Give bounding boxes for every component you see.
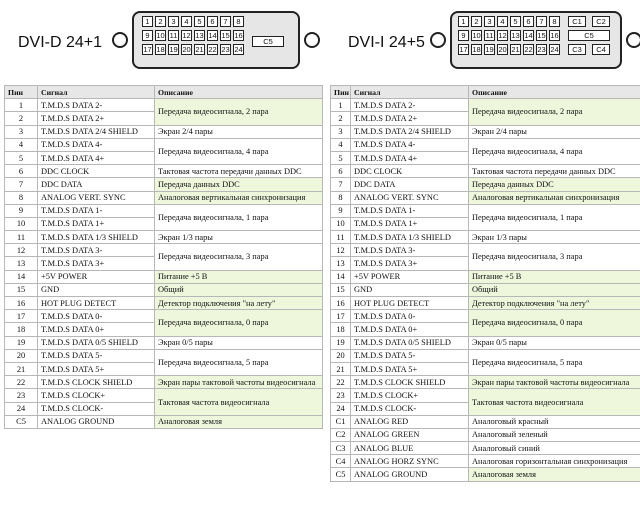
- signal-cell: +5V POWER: [38, 270, 155, 283]
- pin-cell: 15: [5, 283, 38, 296]
- signal-cell: HOT PLUG DETECT: [38, 297, 155, 310]
- connector-pin: 15: [537, 31, 546, 40]
- description-cell: Передача видеосигнала, 5 пара: [155, 349, 323, 375]
- dvi-i-c1-pin: C1: [568, 16, 586, 27]
- signal-cell: T.M.D.S DATA 3+: [38, 257, 155, 270]
- connector-pin: 17: [143, 45, 152, 54]
- header-signal: Сигнал: [38, 86, 155, 99]
- left-screw-icon: [430, 32, 446, 48]
- table-row: [5, 270, 323, 283]
- pin-cell: 14: [5, 270, 38, 283]
- pin-cell: 4: [5, 138, 38, 151]
- dvi-d-pinout-table: [4, 85, 323, 429]
- signal-cell: ANALOG RED: [351, 415, 469, 428]
- description-cell: Экран 0/5 пары: [155, 336, 323, 349]
- connector-pin: 14: [208, 31, 217, 40]
- signal-cell: T.M.D.S DATA 5-: [38, 349, 155, 362]
- signal-cell: T.M.D.S DATA 0+: [351, 323, 469, 336]
- table-row: [331, 349, 640, 362]
- pin-cell: C5: [331, 468, 351, 481]
- pin-cell: 24: [331, 402, 351, 415]
- dvi-i-title: DVI-I 24+5: [348, 34, 425, 51]
- pin-cell: 3: [331, 125, 351, 138]
- table-row: [331, 99, 640, 112]
- pin-cell: 13: [331, 257, 351, 270]
- dvi-d-title: DVI-D 24+1: [18, 34, 103, 51]
- connector-pin: 22: [524, 45, 533, 54]
- connector-pin: 6: [523, 16, 534, 27]
- signal-cell: T.M.D.S DATA 3+: [351, 257, 469, 270]
- connector-pin: 21: [195, 45, 204, 54]
- description-cell: Аналоговая земля: [469, 468, 640, 481]
- table-row: [5, 336, 323, 349]
- description-cell: Передача видеосигнала, 5 пара: [469, 349, 640, 375]
- description-cell: Питание +5 В: [469, 270, 640, 283]
- table-header-row: [5, 86, 323, 99]
- pin-cell: 13: [5, 257, 38, 270]
- signal-cell: T.M.D.S DATA 2-: [38, 99, 155, 112]
- pin-cell: 8: [5, 191, 38, 204]
- signal-cell: GND: [351, 283, 469, 296]
- connector-pin: 15: [221, 31, 230, 40]
- connector-pin: 12: [182, 31, 191, 40]
- pin-cell: 6: [5, 165, 38, 178]
- connector-pin: 19: [169, 45, 178, 54]
- connector-pin: 6: [207, 16, 218, 27]
- connector-pin: 16: [234, 31, 243, 40]
- description-cell: Передача видеосигнала, 3 пара: [469, 244, 640, 270]
- pin-cell: 6: [331, 165, 351, 178]
- connector-pin: 18: [472, 45, 481, 54]
- pin-cell: 14: [331, 270, 351, 283]
- table-row: [331, 455, 640, 468]
- signal-cell: T.M.D.S DATA 2-: [351, 99, 469, 112]
- connector-pin: 10: [156, 31, 165, 40]
- dvi-i-connector-diagram: [450, 11, 622, 69]
- signal-cell: T.M.D.S DATA 1+: [38, 217, 155, 230]
- signal-cell: T.M.D.S DATA 3-: [351, 244, 469, 257]
- signal-cell: GND: [38, 283, 155, 296]
- pin-cell: 10: [331, 217, 351, 230]
- table-row: [331, 178, 640, 191]
- connector-pin: 24: [550, 45, 559, 54]
- signal-cell: T.M.D.S DATA 1/3 SHIELD: [351, 231, 469, 244]
- pin-cell: 1: [5, 99, 38, 112]
- description-cell: Аналоговая земля: [155, 415, 323, 428]
- table-row: [5, 389, 323, 402]
- description-cell: Детектор подключения "на лету": [469, 297, 640, 310]
- dvi-i-table-body: [331, 99, 640, 481]
- signal-cell: T.M.D.S DATA 4-: [351, 138, 469, 151]
- pin-cell: C2: [331, 428, 351, 441]
- connector-pin: 2: [155, 16, 166, 27]
- connector-pin: 1: [142, 16, 153, 27]
- signal-cell: T.M.D.S DATA 5+: [351, 362, 469, 375]
- signal-cell: T.M.D.S DATA 5+: [38, 362, 155, 375]
- connector-pin: 4: [497, 16, 508, 27]
- signal-cell: T.M.D.S DATA 2+: [351, 112, 469, 125]
- pin-cell: C5: [5, 415, 38, 428]
- signal-cell: T.M.D.S DATA 3-: [38, 244, 155, 257]
- connector-pin: 2: [471, 16, 482, 27]
- description-cell: Аналоговая вертикальная синхронизация: [155, 191, 323, 204]
- description-cell: Передача данных DDC: [469, 178, 640, 191]
- connector-pin: 17: [459, 45, 468, 54]
- pin-cell: 4: [331, 138, 351, 151]
- description-cell: Тактовая частота передачи данных DDC: [469, 165, 640, 178]
- signal-cell: ANALOG GROUND: [351, 468, 469, 481]
- connector-pin: 9: [458, 30, 469, 41]
- description-cell: Тактовая частота видеосигнала: [469, 389, 640, 415]
- table-row: [331, 191, 640, 204]
- pin-cell: 23: [5, 389, 38, 402]
- description-cell: Экран 0/5 пары: [469, 336, 640, 349]
- signal-cell: T.M.D.S DATA 0+: [38, 323, 155, 336]
- table-row: [331, 165, 640, 178]
- pin-cell: 3: [5, 125, 38, 138]
- table-row: [331, 415, 640, 428]
- signal-cell: ANALOG VERT. SYNC: [38, 191, 155, 204]
- description-cell: Передача видеосигнала, 0 пара: [469, 310, 640, 336]
- dvi-i-pinout-table: [330, 85, 640, 482]
- dvi-i-c2-pin: C2: [592, 16, 610, 27]
- description-cell: Детектор подключения "на лету": [155, 297, 323, 310]
- table-row: [331, 125, 640, 138]
- header-signal: Сигнал: [351, 86, 469, 99]
- description-cell: Передача видеосигнала, 4 пара: [155, 138, 323, 164]
- table-row: [331, 204, 640, 217]
- signal-cell: DDC CLOCK: [38, 165, 155, 178]
- table-row: [331, 376, 640, 389]
- dvi-d-panel: [4, 0, 322, 519]
- pin-cell: 22: [331, 376, 351, 389]
- dvi-i-c3-pin: C3: [568, 44, 586, 55]
- connector-pin: 23: [221, 45, 230, 54]
- connector-pin: 8: [549, 16, 560, 27]
- description-cell: Аналоговый красный: [469, 415, 640, 428]
- table-row: [331, 428, 640, 441]
- connector-pin: 1: [458, 16, 469, 27]
- pin-cell: 7: [5, 178, 38, 191]
- pin-cell: 17: [5, 310, 38, 323]
- description-cell: Экран пары тактовой частоты видеосигнала: [155, 376, 323, 389]
- pin-cell: C4: [331, 455, 351, 468]
- signal-cell: T.M.D.S CLOCK-: [38, 402, 155, 415]
- right-screw-icon: [626, 32, 640, 48]
- table-row: [331, 389, 640, 402]
- connector-pin: 14: [524, 31, 533, 40]
- signal-cell: T.M.D.S DATA 2/4 SHIELD: [351, 125, 469, 138]
- signal-cell: T.M.D.S DATA 4+: [351, 151, 469, 164]
- table-row: [5, 297, 323, 310]
- dvi-d-table-body: [5, 99, 323, 429]
- table-row: [331, 283, 640, 296]
- header-pin: Пин: [5, 86, 38, 99]
- table-row: [5, 178, 323, 191]
- signal-cell: HOT PLUG DETECT: [351, 297, 469, 310]
- table-row: [5, 165, 323, 178]
- signal-cell: T.M.D.S DATA 1-: [351, 204, 469, 217]
- description-cell: Аналоговый синий: [469, 442, 640, 455]
- left-screw-icon: [112, 32, 128, 48]
- pin-cell: 2: [5, 112, 38, 125]
- connector-pin: 13: [511, 31, 520, 40]
- signal-cell: DDC DATA: [38, 178, 155, 191]
- pin-cell: 10: [5, 217, 38, 230]
- description-cell: Передача видеосигнала, 4 пара: [469, 138, 640, 164]
- connector-pin: 24: [234, 45, 243, 54]
- pin-cell: 1: [331, 99, 351, 112]
- connector-pin: 20: [498, 45, 507, 54]
- table-row: [331, 138, 640, 151]
- pin-cell: 9: [5, 204, 38, 217]
- pin-cell: C3: [331, 442, 351, 455]
- pin-cell: 16: [331, 297, 351, 310]
- table-row: [331, 468, 640, 481]
- table-row: [331, 231, 640, 244]
- description-cell: Общий: [155, 283, 323, 296]
- signal-cell: T.M.D.S CLOCK SHIELD: [351, 376, 469, 389]
- signal-cell: T.M.D.S DATA 1/3 SHIELD: [38, 231, 155, 244]
- pin-cell: 20: [5, 349, 38, 362]
- table-row: [5, 244, 323, 257]
- connector-pin: 4: [181, 16, 192, 27]
- connector-pin: 5: [194, 16, 205, 27]
- dvi-i-panel: [330, 0, 640, 519]
- description-cell: Экран пары тактовой частоты видеосигнала: [469, 376, 640, 389]
- table-row: [331, 310, 640, 323]
- pin-cell: 20: [331, 349, 351, 362]
- pin-cell: 19: [331, 336, 351, 349]
- signal-cell: T.M.D.S DATA 0-: [351, 310, 469, 323]
- signal-cell: T.M.D.S DATA 5-: [351, 349, 469, 362]
- connector-pin: 19: [485, 45, 494, 54]
- pin-cell: 11: [331, 231, 351, 244]
- table-row: [5, 204, 323, 217]
- connector-pin: 13: [195, 31, 204, 40]
- signal-cell: T.M.D.S CLOCK+: [351, 389, 469, 402]
- signal-cell: ANALOG GROUND: [38, 415, 155, 428]
- pin-cell: 18: [331, 323, 351, 336]
- connector-pin: 23: [537, 45, 546, 54]
- connector-pin: 10: [472, 31, 481, 40]
- signal-cell: T.M.D.S DATA 1-: [38, 204, 155, 217]
- pin-cell: 12: [5, 244, 38, 257]
- signal-cell: T.M.D.S DATA 2/4 SHIELD: [38, 125, 155, 138]
- connector-pin: 5: [510, 16, 521, 27]
- pin-cell: 19: [5, 336, 38, 349]
- table-row: [5, 191, 323, 204]
- description-cell: Аналоговый зеленый: [469, 428, 640, 441]
- signal-cell: T.M.D.S DATA 2+: [38, 112, 155, 125]
- table-row: [331, 270, 640, 283]
- pin-cell: 21: [331, 362, 351, 375]
- pin-cell: 5: [331, 151, 351, 164]
- table-row: [5, 310, 323, 323]
- pin-cell: 12: [331, 244, 351, 257]
- signal-cell: DDC CLOCK: [351, 165, 469, 178]
- connector-pin: 8: [233, 16, 244, 27]
- description-cell: Аналоговая вертикальная синхронизация: [469, 191, 640, 204]
- signal-cell: ANALOG BLUE: [351, 442, 469, 455]
- right-screw-icon: [304, 32, 320, 48]
- description-cell: Питание +5 В: [155, 270, 323, 283]
- connector-pin: 11: [169, 31, 178, 40]
- connector-pin: 9: [142, 30, 153, 41]
- connector-pin: 3: [484, 16, 495, 27]
- dvi-d-header: [4, 0, 322, 78]
- pin-cell: 24: [5, 402, 38, 415]
- table-row: [331, 336, 640, 349]
- description-cell: Передача видеосигнала, 1 пара: [155, 204, 323, 230]
- description-cell: Передача видеосигнала, 0 пара: [155, 310, 323, 336]
- header-description: Описание: [155, 86, 323, 99]
- pin-cell: 21: [5, 362, 38, 375]
- table-row: [5, 283, 323, 296]
- description-cell: Передача видеосигнала, 1 пара: [469, 204, 640, 230]
- dvi-d-c5-pin: C5: [252, 36, 284, 47]
- table-row: [5, 231, 323, 244]
- signal-cell: ANALOG VERT. SYNC: [351, 191, 469, 204]
- pin-cell: 9: [331, 204, 351, 217]
- connector-pin: 7: [220, 16, 231, 27]
- connector-pin: 11: [485, 31, 494, 40]
- pin-cell: 23: [331, 389, 351, 402]
- signal-cell: T.M.D.S CLOCK-: [351, 402, 469, 415]
- signal-cell: T.M.D.S DATA 0/5 SHIELD: [351, 336, 469, 349]
- description-cell: Передача видеосигнала, 2 пара: [155, 99, 323, 125]
- signal-cell: ANALOG GREEN: [351, 428, 469, 441]
- description-cell: Экран 1/3 пары: [155, 231, 323, 244]
- description-cell: Тактовая частота видеосигнала: [155, 389, 323, 415]
- connector-pin: 21: [511, 45, 520, 54]
- table-row: [331, 244, 640, 257]
- description-cell: Передача данных DDC: [155, 178, 323, 191]
- pin-cell: 15: [331, 283, 351, 296]
- connector-pin: 18: [156, 45, 165, 54]
- description-cell: Аналоговая горизонтальная синхронизация: [469, 455, 640, 468]
- pin-cell: C1: [331, 415, 351, 428]
- table-row: [5, 99, 323, 112]
- pin-cell: 8: [331, 191, 351, 204]
- connector-pin: 16: [550, 31, 559, 40]
- dvi-i-header: [330, 0, 640, 78]
- pin-cell: 18: [5, 323, 38, 336]
- pin-cell: 16: [5, 297, 38, 310]
- signal-cell: ANALOG HORZ SYNC: [351, 455, 469, 468]
- pin-cell: 17: [331, 310, 351, 323]
- description-cell: Общий: [469, 283, 640, 296]
- connector-pin: 20: [182, 45, 191, 54]
- description-cell: Передача видеосигнала, 3 пара: [155, 244, 323, 270]
- table-row: [5, 349, 323, 362]
- header-description: Описание: [469, 86, 640, 99]
- pin-cell: 7: [331, 178, 351, 191]
- table-row: [331, 297, 640, 310]
- description-cell: Передача видеосигнала, 2 пара: [469, 99, 640, 125]
- signal-cell: DDC DATA: [351, 178, 469, 191]
- description-cell: Экран 2/4 пары: [469, 125, 640, 138]
- connector-pin: 3: [168, 16, 179, 27]
- dvi-i-c4-pin: C4: [592, 44, 610, 55]
- signal-cell: T.M.D.S CLOCK SHIELD: [38, 376, 155, 389]
- dvi-d-connector-diagram: [132, 11, 300, 69]
- dvi-i-c5-pin: C5: [568, 30, 610, 41]
- table-row: [5, 415, 323, 428]
- signal-cell: T.M.D.S DATA 4+: [38, 151, 155, 164]
- table-row: [5, 376, 323, 389]
- signal-cell: T.M.D.S DATA 4-: [38, 138, 155, 151]
- description-cell: Экран 2/4 пары: [155, 125, 323, 138]
- header-pin: Пин: [331, 86, 351, 99]
- pin-cell: 5: [5, 151, 38, 164]
- signal-cell: T.M.D.S DATA 0/5 SHIELD: [38, 336, 155, 349]
- signal-cell: +5V POWER: [351, 270, 469, 283]
- table-row: [331, 442, 640, 455]
- connector-pin: 7: [536, 16, 547, 27]
- description-cell: Экран 1/3 пары: [469, 231, 640, 244]
- pin-cell: 2: [331, 112, 351, 125]
- table-row: [5, 138, 323, 151]
- connector-pin: 22: [208, 45, 217, 54]
- pin-cell: 22: [5, 376, 38, 389]
- connector-pin: 12: [498, 31, 507, 40]
- description-cell: Тактовая частота передачи данных DDC: [155, 165, 323, 178]
- table-row: [5, 125, 323, 138]
- signal-cell: T.M.D.S DATA 1+: [351, 217, 469, 230]
- signal-cell: T.M.D.S CLOCK+: [38, 389, 155, 402]
- table-header-row: [331, 86, 640, 99]
- signal-cell: T.M.D.S DATA 0-: [38, 310, 155, 323]
- pin-cell: 11: [5, 231, 38, 244]
